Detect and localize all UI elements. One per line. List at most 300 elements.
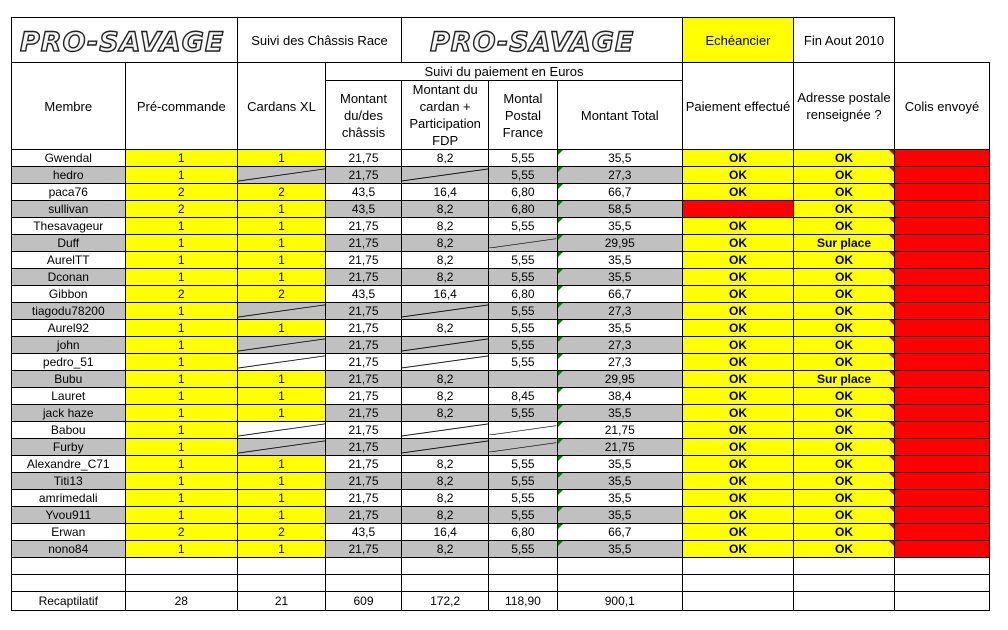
payment-status-cell: OK — [683, 184, 794, 201]
empty-cell-slash — [489, 425, 556, 436]
total-amount-cell: 35,5 — [557, 405, 682, 422]
parcel-status-cell — [895, 439, 990, 456]
payment-status-cell: OK — [683, 320, 794, 337]
cardan-amount-cell: 8,2 — [402, 252, 489, 269]
preorder-cell: 1 — [125, 405, 238, 422]
chassis-amount-cell: 21,75 — [326, 405, 402, 422]
chassis-amount-cell: 21,75 — [326, 422, 402, 439]
postal-amount-cell: 5,55 — [489, 354, 557, 371]
payment-status-cell: OK — [683, 337, 794, 354]
parcel-status-cell — [895, 320, 990, 337]
member-cell: tiagodu78200 — [12, 303, 126, 320]
cardan-amount-cell: 8,2 — [402, 371, 489, 388]
postal-amount-cell: 5,55 — [489, 473, 557, 490]
table-row — [12, 388, 990, 405]
total-amount-cell: 35,5 — [557, 218, 682, 235]
empty-cell — [125, 575, 238, 592]
total-amount-cell: 27,3 — [557, 337, 682, 354]
parcel-status-cell — [895, 541, 990, 558]
preorder-cell: 1 — [125, 473, 238, 490]
member-cell: nono84 — [12, 541, 126, 558]
total-amount-cell: 21,75 — [557, 439, 682, 456]
empty-cell-slash — [238, 355, 325, 369]
payment-status-cell: OK — [683, 473, 794, 490]
total-amount-cell: 27,3 — [557, 167, 682, 184]
parcel-status-cell — [895, 524, 990, 541]
empty-cell — [557, 558, 682, 575]
address-status-cell: OK — [794, 422, 895, 439]
empty-cell — [557, 575, 682, 592]
cardan-amount-cell: 8,2 — [402, 218, 489, 235]
table-row — [12, 201, 990, 218]
cardans-cell — [238, 354, 326, 371]
total-amount-cell: 35,5 — [557, 541, 682, 558]
member-cell: sullivan — [12, 201, 126, 218]
payment-status-cell: OK — [683, 303, 794, 320]
chassis-amount-cell: 43,5 — [326, 286, 402, 303]
member-cell: Titi13 — [12, 473, 126, 490]
col-member: Membre — [12, 63, 126, 150]
empty-cell — [895, 558, 990, 575]
preorder-cell: 2 — [125, 184, 238, 201]
payment-status-cell: OK — [683, 422, 794, 439]
table-row — [12, 286, 990, 303]
cardans-cell: 1 — [238, 405, 326, 422]
member-cell: Gwendal — [12, 150, 126, 167]
cardans-cell — [238, 337, 326, 354]
payment-status-cell: OK — [683, 167, 794, 184]
preorder-cell: 1 — [125, 218, 238, 235]
empty-cell — [12, 575, 126, 592]
address-status-cell: OK — [794, 524, 895, 541]
empty-cell-slash — [238, 304, 325, 318]
payment-status-cell: OK — [683, 524, 794, 541]
cardan-amount-cell: 8,2 — [402, 473, 489, 490]
empty-cell-slash — [238, 168, 325, 182]
payment-group-header: Suivi du paiement en Euros — [326, 63, 683, 81]
preorder-cell: 1 — [125, 456, 238, 473]
cardans-cell: 1 — [238, 218, 326, 235]
postal-amount-cell: 5,55 — [489, 218, 557, 235]
empty-cell — [895, 575, 990, 592]
chassis-tracking-table — [11, 17, 990, 611]
empty-cell-slash — [238, 338, 325, 352]
cardan-amount-cell: 8,2 — [402, 490, 489, 507]
preorder-cell: 2 — [125, 286, 238, 303]
table-row — [12, 371, 990, 388]
table-row — [12, 167, 990, 184]
parcel-status-cell — [895, 235, 990, 252]
summary-cardan: 172,2 — [402, 592, 489, 611]
cardans-cell: 1 — [238, 150, 326, 167]
cardan-amount-cell: 8,2 — [402, 541, 489, 558]
empty-cell — [683, 592, 794, 611]
parcel-status-cell — [895, 269, 990, 286]
cardan-amount-cell: 16,4 — [402, 184, 489, 201]
cardan-amount-cell: 8,2 — [402, 235, 489, 252]
svg-text:PRO-SAVAGE: PRO-SAVAGE — [430, 27, 635, 58]
parcel-status-cell — [895, 286, 990, 303]
preorder-cell: 1 — [125, 167, 238, 184]
parcel-status-cell — [895, 218, 990, 235]
preorder-cell: 1 — [125, 337, 238, 354]
address-status-cell: OK — [794, 354, 895, 371]
empty-cell — [895, 592, 990, 611]
cardan-amount-cell: 8,2 — [402, 320, 489, 337]
cardan-amount-cell: 8,2 — [402, 388, 489, 405]
cardan-amount-cell — [402, 167, 489, 184]
chassis-amount-cell: 21,75 — [326, 252, 402, 269]
table-row — [12, 184, 990, 201]
cardan-amount-cell — [402, 354, 489, 371]
total-amount-cell: 35,5 — [557, 507, 682, 524]
parcel-status-cell — [895, 201, 990, 218]
preorder-cell: 1 — [125, 422, 238, 439]
table-row — [12, 405, 990, 422]
address-status-cell: Sur place — [794, 235, 895, 252]
cardans-cell: 2 — [238, 286, 326, 303]
postal-amount-cell: 5,55 — [489, 541, 557, 558]
postal-amount-cell: 5,55 — [489, 456, 557, 473]
schedule-date: Fin Aout 2010 — [794, 18, 895, 63]
parcel-status-cell — [895, 490, 990, 507]
preorder-cell: 1 — [125, 303, 238, 320]
table-row — [12, 337, 990, 354]
postal-amount-cell: 5,55 — [489, 337, 557, 354]
chassis-amount-cell: 43,5 — [326, 524, 402, 541]
pro-savage-logo — [402, 18, 682, 62]
chassis-amount-cell: 21,75 — [326, 456, 402, 473]
address-status-cell: OK — [794, 337, 895, 354]
parcel-status-cell — [895, 184, 990, 201]
preorder-cell: 1 — [125, 235, 238, 252]
total-amount-cell: 66,7 — [557, 524, 682, 541]
preorder-cell: 1 — [125, 507, 238, 524]
cardan-amount-cell: 16,4 — [402, 286, 489, 303]
postal-amount-cell: 6,80 — [489, 286, 557, 303]
table-row — [12, 473, 990, 490]
empty-cell-slash — [489, 238, 556, 249]
total-amount-cell: 35,5 — [557, 252, 682, 269]
preorder-cell: 1 — [125, 252, 238, 269]
empty-cell-slash — [402, 423, 488, 437]
cardans-cell: 1 — [238, 473, 326, 490]
chassis-amount-cell: 21,75 — [326, 388, 402, 405]
parcel-status-cell — [895, 388, 990, 405]
address-status-cell: OK — [794, 269, 895, 286]
logo-right — [402, 18, 683, 63]
table-row — [12, 269, 990, 286]
payment-status-cell: OK — [683, 405, 794, 422]
member-cell: Aurel92 — [12, 320, 126, 337]
chassis-amount-cell: 43,5 — [326, 184, 402, 201]
member-cell: paca76 — [12, 184, 126, 201]
cardans-cell: 1 — [238, 490, 326, 507]
chassis-amount-cell: 21,75 — [326, 354, 402, 371]
total-amount-cell: 35,5 — [557, 269, 682, 286]
table-row — [12, 541, 990, 558]
address-status-cell: Sur place — [794, 371, 895, 388]
preorder-cell: 1 — [125, 150, 238, 167]
member-cell: Gibbon — [12, 286, 126, 303]
postal-amount-cell: 5,55 — [489, 167, 557, 184]
empty-cell — [794, 592, 895, 611]
table-row — [12, 490, 990, 507]
summary-chassis: 609 — [326, 592, 402, 611]
cardans-cell — [238, 167, 326, 184]
postal-amount-cell — [489, 235, 557, 252]
cardans-cell: 1 — [238, 269, 326, 286]
empty-cell — [238, 558, 326, 575]
member-cell: AurelTT — [12, 252, 126, 269]
table-row — [12, 320, 990, 337]
member-cell: Thesavageur — [12, 218, 126, 235]
postal-amount-cell: 5,55 — [489, 507, 557, 524]
postal-amount-cell: 6,80 — [489, 201, 557, 218]
pro-savage-logo — [12, 18, 237, 62]
total-amount-cell: 35,5 — [557, 473, 682, 490]
member-cell: jack haze — [12, 405, 126, 422]
payment-status-cell: OK — [683, 541, 794, 558]
payment-status-cell: OK — [683, 388, 794, 405]
cardans-cell: 1 — [238, 252, 326, 269]
payment-status-cell: OK — [683, 490, 794, 507]
total-amount-cell: 27,3 — [557, 303, 682, 320]
member-cell: Furby — [12, 439, 126, 456]
empty-cell — [489, 575, 557, 592]
payment-status-cell — [683, 201, 794, 218]
empty-cell-slash — [489, 442, 556, 453]
member-cell: amrimedali — [12, 490, 126, 507]
cardan-amount-cell: 8,2 — [402, 456, 489, 473]
member-cell: Bubu — [12, 371, 126, 388]
parcel-status-cell — [895, 473, 990, 490]
postal-amount-cell: 5,55 — [489, 269, 557, 286]
address-status-cell: OK — [794, 252, 895, 269]
member-cell: Babou — [12, 422, 126, 439]
member-cell: john — [12, 337, 126, 354]
empty-row — [12, 575, 990, 592]
chassis-amount-cell: 21,75 — [326, 303, 402, 320]
parcel-status-cell — [895, 405, 990, 422]
parcel-status-cell — [895, 422, 990, 439]
spreadsheet — [11, 17, 990, 611]
parcel-status-cell — [895, 371, 990, 388]
payment-status-cell: OK — [683, 286, 794, 303]
table-row — [12, 354, 990, 371]
empty-cell — [12, 558, 126, 575]
payment-status-cell: OK — [683, 371, 794, 388]
empty-cell — [326, 558, 402, 575]
address-status-cell: OK — [794, 507, 895, 524]
parcel-status-cell — [895, 303, 990, 320]
empty-cell — [326, 575, 402, 592]
total-amount-cell: 38,4 — [557, 388, 682, 405]
chassis-amount-cell: 21,75 — [326, 541, 402, 558]
address-status-cell: OK — [794, 167, 895, 184]
chassis-amount-cell: 21,75 — [326, 167, 402, 184]
address-status-cell: OK — [794, 439, 895, 456]
preorder-cell: 2 — [125, 201, 238, 218]
cardan-amount-cell — [402, 337, 489, 354]
address-status-cell: OK — [794, 473, 895, 490]
payment-status-cell: OK — [683, 252, 794, 269]
address-status-cell: OK — [794, 320, 895, 337]
total-amount-cell: 29,95 — [557, 235, 682, 252]
empty-cell — [794, 575, 895, 592]
address-status-cell: OK — [794, 490, 895, 507]
member-cell: hedro — [12, 167, 126, 184]
total-amount-cell: 27,3 — [557, 354, 682, 371]
cardan-amount-cell — [402, 303, 489, 320]
payment-status-cell: OK — [683, 235, 794, 252]
chassis-amount-cell: 21,75 — [326, 490, 402, 507]
table-row — [12, 439, 990, 456]
empty-cell-slash — [402, 355, 488, 369]
cardans-cell: 1 — [238, 541, 326, 558]
cardans-cell: 1 — [238, 507, 326, 524]
parcel-status-cell — [895, 167, 990, 184]
cardans-cell — [238, 439, 326, 456]
address-status-cell: OK — [794, 405, 895, 422]
postal-amount-cell: 5,55 — [489, 405, 557, 422]
address-status-cell: OK — [794, 218, 895, 235]
chassis-amount-cell: 21,75 — [326, 439, 402, 456]
preorder-cell: 1 — [125, 371, 238, 388]
chassis-amount-cell: 43,5 — [326, 201, 402, 218]
cardans-cell: 2 — [238, 184, 326, 201]
payment-status-cell: OK — [683, 354, 794, 371]
parcel-status-cell — [895, 337, 990, 354]
parcel-status-cell — [895, 354, 990, 371]
postal-amount-cell — [489, 422, 557, 439]
empty-cell — [683, 558, 794, 575]
total-amount-cell: 35,5 — [557, 150, 682, 167]
logo-left — [12, 18, 238, 63]
preorder-cell: 1 — [125, 388, 238, 405]
empty-cell — [402, 558, 489, 575]
parcel-status-cell — [895, 252, 990, 269]
empty-cell — [125, 558, 238, 575]
table-row — [12, 507, 990, 524]
col-cardan-amount: Montant du cardan + Participation FDP — [402, 81, 489, 150]
address-status-cell: OK — [794, 388, 895, 405]
svg-text:PRO-SAVAGE: PRO-SAVAGE — [20, 27, 225, 58]
table-row — [12, 235, 990, 252]
postal-amount-cell: 6,80 — [489, 184, 557, 201]
cardans-cell — [238, 303, 326, 320]
payment-status-cell: OK — [683, 456, 794, 473]
chassis-amount-cell: 21,75 — [326, 320, 402, 337]
cardan-amount-cell: 16,4 — [402, 524, 489, 541]
postal-amount-cell: 8,45 — [489, 388, 557, 405]
address-status-cell: OK — [794, 201, 895, 218]
chassis-amount-cell: 21,75 — [326, 269, 402, 286]
empty-cell-slash — [238, 440, 325, 454]
col-total-amount: Montant Total — [557, 81, 682, 150]
member-cell: Dconan — [12, 269, 126, 286]
col-cardans: Cardans XL — [238, 63, 326, 150]
empty-cell-slash — [402, 304, 488, 318]
address-status-cell: OK — [794, 303, 895, 320]
preorder-cell: 1 — [125, 354, 238, 371]
total-amount-cell: 35,5 — [557, 456, 682, 473]
cardan-amount-cell: 8,2 — [402, 201, 489, 218]
payment-status-cell: OK — [683, 150, 794, 167]
chassis-amount-cell: 21,75 — [326, 337, 402, 354]
postal-amount-cell: 5,55 — [489, 303, 557, 320]
cardans-cell: 1 — [238, 320, 326, 337]
empty-cell-slash — [238, 423, 325, 437]
preorder-cell: 1 — [125, 541, 238, 558]
chassis-amount-cell: 21,75 — [326, 473, 402, 490]
summary-label: Recaptilatif — [12, 592, 126, 611]
member-cell: Duff — [12, 235, 126, 252]
empty-cell-slash — [402, 440, 488, 454]
preorder-cell: 1 — [125, 490, 238, 507]
payment-status-cell: OK — [683, 218, 794, 235]
cardans-cell — [238, 422, 326, 439]
cardan-amount-cell — [402, 422, 489, 439]
summary-cardans: 21 — [238, 592, 326, 611]
preorder-cell: 2 — [125, 524, 238, 541]
total-amount-cell: 21,75 — [557, 422, 682, 439]
cardans-cell: 1 — [238, 201, 326, 218]
page-title: Suivi des Châssis Race — [238, 18, 402, 63]
table-row — [12, 422, 990, 439]
table-row — [12, 218, 990, 235]
total-amount-cell: 29,95 — [557, 371, 682, 388]
empty-cell-slash — [402, 338, 488, 352]
postal-amount-cell — [489, 371, 557, 388]
preorder-cell: 1 — [125, 439, 238, 456]
total-amount-cell: 66,7 — [557, 184, 682, 201]
parcel-status-cell — [895, 456, 990, 473]
empty-row — [12, 558, 990, 575]
postal-amount-cell: 5,55 — [489, 252, 557, 269]
empty-cell — [238, 575, 326, 592]
member-cell: Erwan — [12, 524, 126, 541]
col-payment-done: Paiement effectué — [683, 63, 794, 150]
member-cell: Yvou911 — [12, 507, 126, 524]
schedule-label: Echéancier — [683, 18, 794, 63]
member-cell: Alexandre_C71 — [12, 456, 126, 473]
payment-status-cell: OK — [683, 507, 794, 524]
col-preorder: Pré-commande — [125, 63, 238, 150]
cardans-cell: 2 — [238, 524, 326, 541]
cardan-amount-cell: 8,2 — [402, 405, 489, 422]
summary-preorder: 28 — [125, 592, 238, 611]
postal-amount-cell: 5,55 — [489, 320, 557, 337]
preorder-cell: 1 — [125, 320, 238, 337]
empty-cell — [683, 575, 794, 592]
cardans-cell: 1 — [238, 235, 326, 252]
preorder-cell: 1 — [125, 269, 238, 286]
cardans-cell: 1 — [238, 371, 326, 388]
chassis-amount-cell: 21,75 — [326, 150, 402, 167]
summary-total: 900,1 — [557, 592, 682, 611]
col-address-filled: Adresse postale renseignée ? — [794, 63, 895, 150]
col-parcel-sent: Colis envoyé — [895, 63, 990, 150]
address-status-cell: OK — [794, 456, 895, 473]
chassis-amount-cell: 21,75 — [326, 507, 402, 524]
postal-amount-cell: 6,80 — [489, 524, 557, 541]
payment-status-cell: OK — [683, 439, 794, 456]
table-row — [12, 456, 990, 473]
total-amount-cell: 58,5 — [557, 201, 682, 218]
address-status-cell: OK — [794, 286, 895, 303]
payment-status-cell: OK — [683, 269, 794, 286]
